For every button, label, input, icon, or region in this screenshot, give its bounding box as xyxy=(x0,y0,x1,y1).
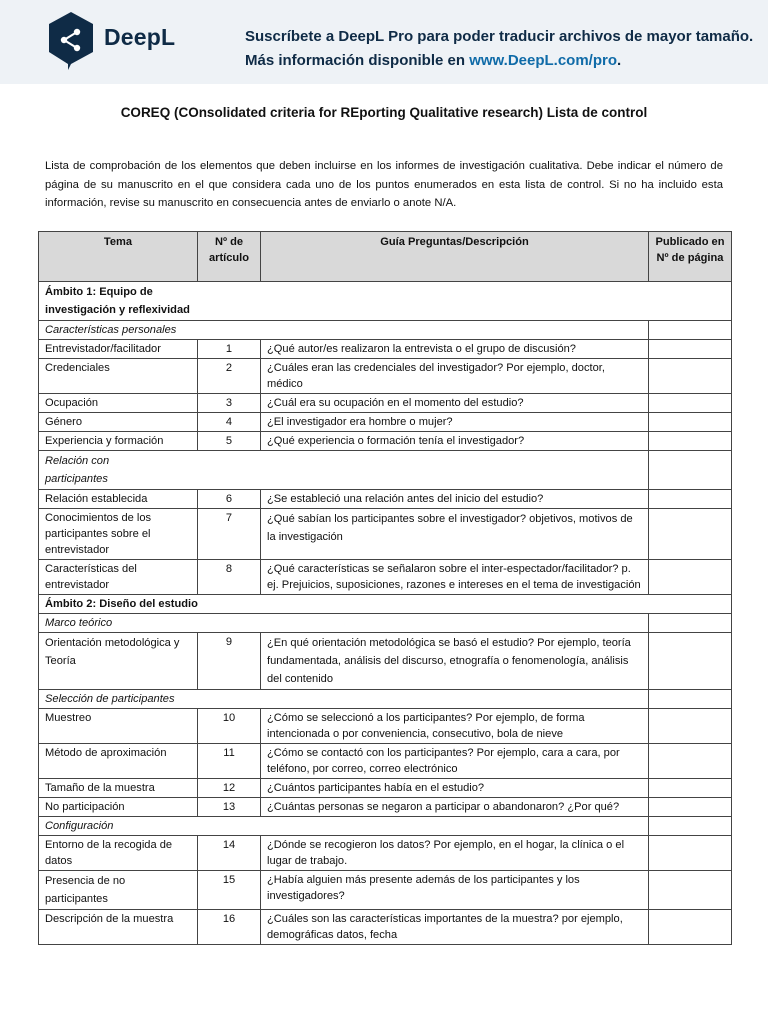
num-cell: 9 xyxy=(198,633,261,690)
page-number-cell[interactable] xyxy=(649,451,732,490)
table-row xyxy=(39,560,732,595)
guia-cell: ¿Cuántos participantes había en el estudio? xyxy=(261,779,649,798)
domain-2-label: Ámbito 2: Diseño del estudio xyxy=(39,595,649,614)
guia-cell: ¿Cómo se contactó con los participantes? Por ejemplo, cara a cara, por teléfono, por correo, correo electrónico xyxy=(261,744,649,779)
tema-cell: Descripción de la muestra xyxy=(39,910,198,945)
guia-cell: ¿En qué orientación metodológica se basó el estudio? Por ejemplo, teoría fundamentada, análisis del discurso, etnografía o fenomenología, análisis del contenido xyxy=(261,633,649,690)
tema-cell: Tamaño de la muestra xyxy=(39,779,198,798)
table-row xyxy=(39,490,732,509)
table-row xyxy=(39,709,732,744)
tema-cell: Género xyxy=(39,413,198,432)
page-number-cell[interactable] xyxy=(649,432,732,451)
page-number-cell[interactable] xyxy=(649,614,732,633)
page-number-cell[interactable] xyxy=(649,709,732,744)
num-cell: 11 xyxy=(198,744,261,779)
num-cell: 12 xyxy=(198,779,261,798)
domain-row xyxy=(39,282,732,321)
page-number-cell[interactable] xyxy=(649,690,732,709)
num-cell: 5 xyxy=(198,432,261,451)
table-row xyxy=(39,394,732,413)
header-num: Nº de artículo xyxy=(198,232,261,282)
subsection-5: Configuración xyxy=(39,817,649,836)
page-number-cell[interactable] xyxy=(649,394,732,413)
table-row xyxy=(39,509,732,560)
table-row xyxy=(39,432,732,451)
subsection-row xyxy=(39,321,732,340)
guia-cell: ¿Qué sabían los participantes sobre el investigador? objetivos, motivos de la investigación xyxy=(261,509,649,560)
deepl-logo-icon xyxy=(46,10,96,70)
table-row xyxy=(39,798,732,817)
num-cell: 2 xyxy=(198,359,261,394)
document-title: COREQ (COnsolidated criteria for REporting Qualitative research) Lista de control xyxy=(120,105,648,120)
domain-1-label: Ámbito 1: Equipo de investigación y reflexividad xyxy=(39,282,198,321)
table-row xyxy=(39,359,732,394)
guia-cell: ¿El investigador era hombre o mujer? xyxy=(261,413,649,432)
page-number-cell[interactable] xyxy=(649,321,732,340)
page-number-cell[interactable] xyxy=(649,633,732,690)
page-number-cell[interactable] xyxy=(649,836,732,871)
page-number-cell[interactable] xyxy=(649,509,732,560)
page-number-cell[interactable] xyxy=(649,779,732,798)
header-guia: Guía Preguntas/Descripción xyxy=(261,232,649,282)
header-pub: Publicado en Nº de página xyxy=(649,232,732,282)
guia-cell: ¿Qué características se señalaron sobre el inter-espectador/facilitador? p. ej. Prejuicios, suposiciones, razones e intereses en el tema de investigación xyxy=(261,560,649,595)
subsection-2 xyxy=(39,451,649,490)
domain-1-filler xyxy=(198,282,732,321)
tema-cell: Orientación metodológica y Teoría xyxy=(39,633,198,690)
header-tema: Tema xyxy=(39,232,198,282)
num-cell: 7 xyxy=(198,509,261,560)
table-row xyxy=(39,340,732,359)
subsection-2-label: Relación con participantes xyxy=(45,455,110,485)
tema-cell: No participación xyxy=(39,798,198,817)
page-number-cell[interactable] xyxy=(649,910,732,945)
num-cell: 4 xyxy=(198,413,261,432)
tema-cell: Ocupación xyxy=(39,394,198,413)
tema-cell: Entrevistador/facilitador xyxy=(39,340,198,359)
promo-line-1: Suscríbete a DeepL Pro para poder traducir archivos de mayor tamaño. xyxy=(245,28,754,45)
deepl-pro-link[interactable]: www.DeepL.com/pro xyxy=(469,52,617,69)
table-row xyxy=(39,744,732,779)
num-cell: 13 xyxy=(198,798,261,817)
num-cell: 16 xyxy=(198,910,261,945)
page-number-cell[interactable] xyxy=(649,798,732,817)
promo-line-2 xyxy=(245,52,621,69)
table-row xyxy=(39,633,732,690)
promo-prefix: Más información disponible en xyxy=(245,52,470,69)
guia-cell: ¿Se estableció una relación antes del inicio del estudio? xyxy=(261,490,649,509)
page-number-cell[interactable] xyxy=(649,413,732,432)
guia-cell: ¿Cuáles son las características importantes de la muestra? por ejemplo, demográficas datos, fecha xyxy=(261,910,649,945)
table-row xyxy=(39,779,732,798)
guia-cell: ¿Había alguien más presente además de los participantes y los investigadores? xyxy=(261,871,649,910)
tema-cell: Conocimientos de los participantes sobre el entrevistador xyxy=(39,509,198,560)
tema-cell: Experiencia y formación xyxy=(39,432,198,451)
num-cell: 6 xyxy=(198,490,261,509)
num-cell: 1 xyxy=(198,340,261,359)
guia-cell: ¿Cómo se seleccionó a los participantes? Por ejemplo, de forma intencionada o por conveniencia, consecutivo, bola de nieve xyxy=(261,709,649,744)
table-row xyxy=(39,871,732,910)
deepl-brand: DeepL xyxy=(104,24,176,50)
guia-cell: ¿Cuál era su ocupación en el momento del estudio? xyxy=(261,394,649,413)
tema-cell: Presencia de no participantes xyxy=(39,871,198,910)
page-number-cell[interactable] xyxy=(649,359,732,394)
page-number-cell[interactable] xyxy=(649,490,732,509)
subsection-row xyxy=(39,614,732,633)
coreq-table xyxy=(38,231,732,945)
guia-cell: ¿Qué experiencia o formación tenía el investigador? xyxy=(261,432,649,451)
table-row xyxy=(39,836,732,871)
guia-cell: ¿Qué autor/es realizaron la entrevista o el grupo de discusión? xyxy=(261,340,649,359)
page-number-cell[interactable] xyxy=(649,871,732,910)
num-cell: 10 xyxy=(198,709,261,744)
tema-cell: Relación establecida xyxy=(39,490,198,509)
tema-cell: Credenciales xyxy=(39,359,198,394)
subsection-row xyxy=(39,817,732,836)
subsection-1: Características personales xyxy=(39,321,649,340)
page-number-cell[interactable] xyxy=(649,817,732,836)
guia-cell: ¿Dónde se recogieron los datos? Por ejemplo, en el hogar, la clínica o el lugar de trabajo. xyxy=(261,836,649,871)
tema-cell: Método de aproximación xyxy=(39,744,198,779)
promo-suffix: . xyxy=(617,52,622,69)
page-number-cell[interactable] xyxy=(649,560,732,595)
page-number-cell[interactable] xyxy=(649,744,732,779)
tema-cell: Entorno de la recogida de datos xyxy=(39,836,198,871)
header-row xyxy=(39,232,732,282)
intro-paragraph: Lista de comprobación de los elementos que deben incluirse en los informes de investigación cualitativa. Debe indicar el número de página de su manuscrito en el que considera cada uno de los puntos enumerados en esta lista de control. Si no ha incluido esta información, revise su manuscrito en consecuencia antes de enviarlo o anote N/A. xyxy=(45,160,723,209)
guia-cell: ¿Cuáles eran las credenciales del investigador? Por ejemplo, doctor, médico xyxy=(261,359,649,394)
num-cell: 8 xyxy=(198,560,261,595)
subsection-row xyxy=(39,451,732,490)
tema-cell: Muestreo xyxy=(39,709,198,744)
page-number-cell[interactable] xyxy=(649,595,732,614)
domain-row xyxy=(39,595,732,614)
tema-cell: Características del entrevistador xyxy=(39,560,198,595)
subsection-3: Marco teórico xyxy=(39,614,649,633)
page-number-cell[interactable] xyxy=(649,340,732,359)
num-cell: 14 xyxy=(198,836,261,871)
num-cell: 3 xyxy=(198,394,261,413)
num-cell: 15 xyxy=(198,871,261,910)
guia-cell: ¿Cuántas personas se negaron a participar o abandonaron? ¿Por qué? xyxy=(261,798,649,817)
table-row xyxy=(39,910,732,945)
table-row xyxy=(39,413,732,432)
subsection-row xyxy=(39,690,732,709)
subsection-4: Selección de participantes xyxy=(39,690,649,709)
deepl-banner xyxy=(0,0,768,84)
